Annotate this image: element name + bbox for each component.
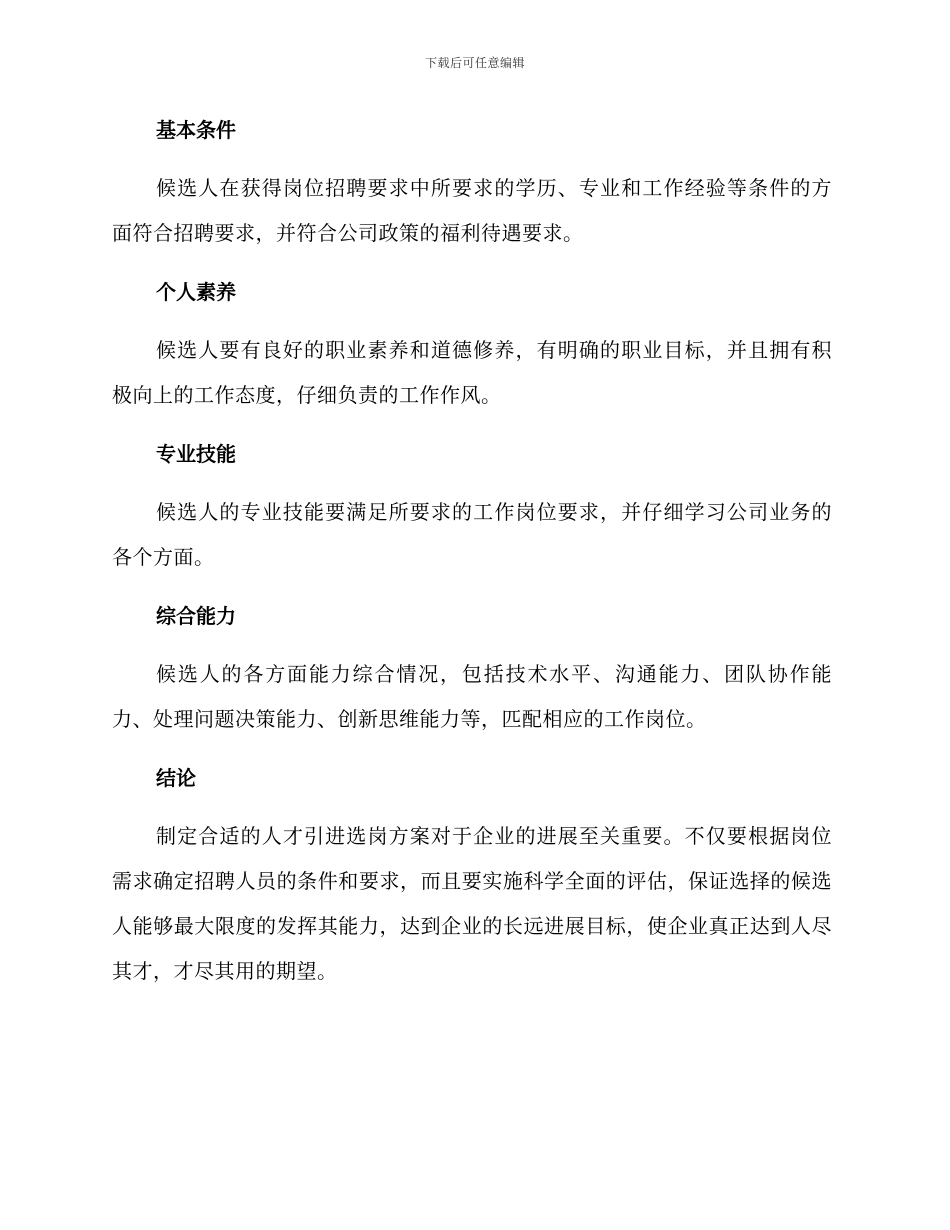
page-header-note: 下载后可任意编辑 — [424, 56, 525, 70]
section-personal-quality — [112, 270, 832, 418]
section-heading: 专业技能 — [156, 442, 236, 466]
section-heading: 结论 — [156, 766, 196, 790]
document-body — [112, 108, 832, 1008]
section-paragraph: 候选人的专业技能要满足所要求的工作岗位要求，并仔细学习公司业务的各个方面。 — [112, 500, 832, 569]
section-heading: 综合能力 — [156, 604, 236, 628]
section-conclusion — [112, 756, 832, 994]
section-heading: 基本条件 — [156, 118, 236, 142]
section-heading: 个人素养 — [156, 280, 236, 304]
section-paragraph: 候选人在获得岗位招聘要求中所要求的学历、专业和工作经验等条件的方面符合招聘要求，并符合公司政策的福利待遇要求。 — [112, 176, 832, 245]
section-paragraph: 候选人的各方面能力综合情况，包括技术水平、沟通能力、团队协作能力、处理问题决策能力、创新思维能力等，匹配相应的工作岗位。 — [112, 662, 832, 731]
section-paragraph: 制定合适的人才引进选岗方案对于企业的进展至关重要。不仅要根据岗位需求确定招聘人员的条件和要求，而且要实施科学全面的评估，保证选择的候选人能够最大限度的发挥其能力，达到企业的长远进展目标，使企业真正达到人尽其才，才尽其用的期望。 — [112, 824, 832, 983]
section-professional-skills — [112, 432, 832, 580]
section-overall-ability — [112, 594, 832, 742]
section-paragraph: 候选人要有良好的职业素养和道德修养，有明确的职业目标，并且拥有积极向上的工作态度，仔细负责的工作作风。 — [112, 338, 832, 407]
section-basic-conditions — [112, 108, 832, 256]
